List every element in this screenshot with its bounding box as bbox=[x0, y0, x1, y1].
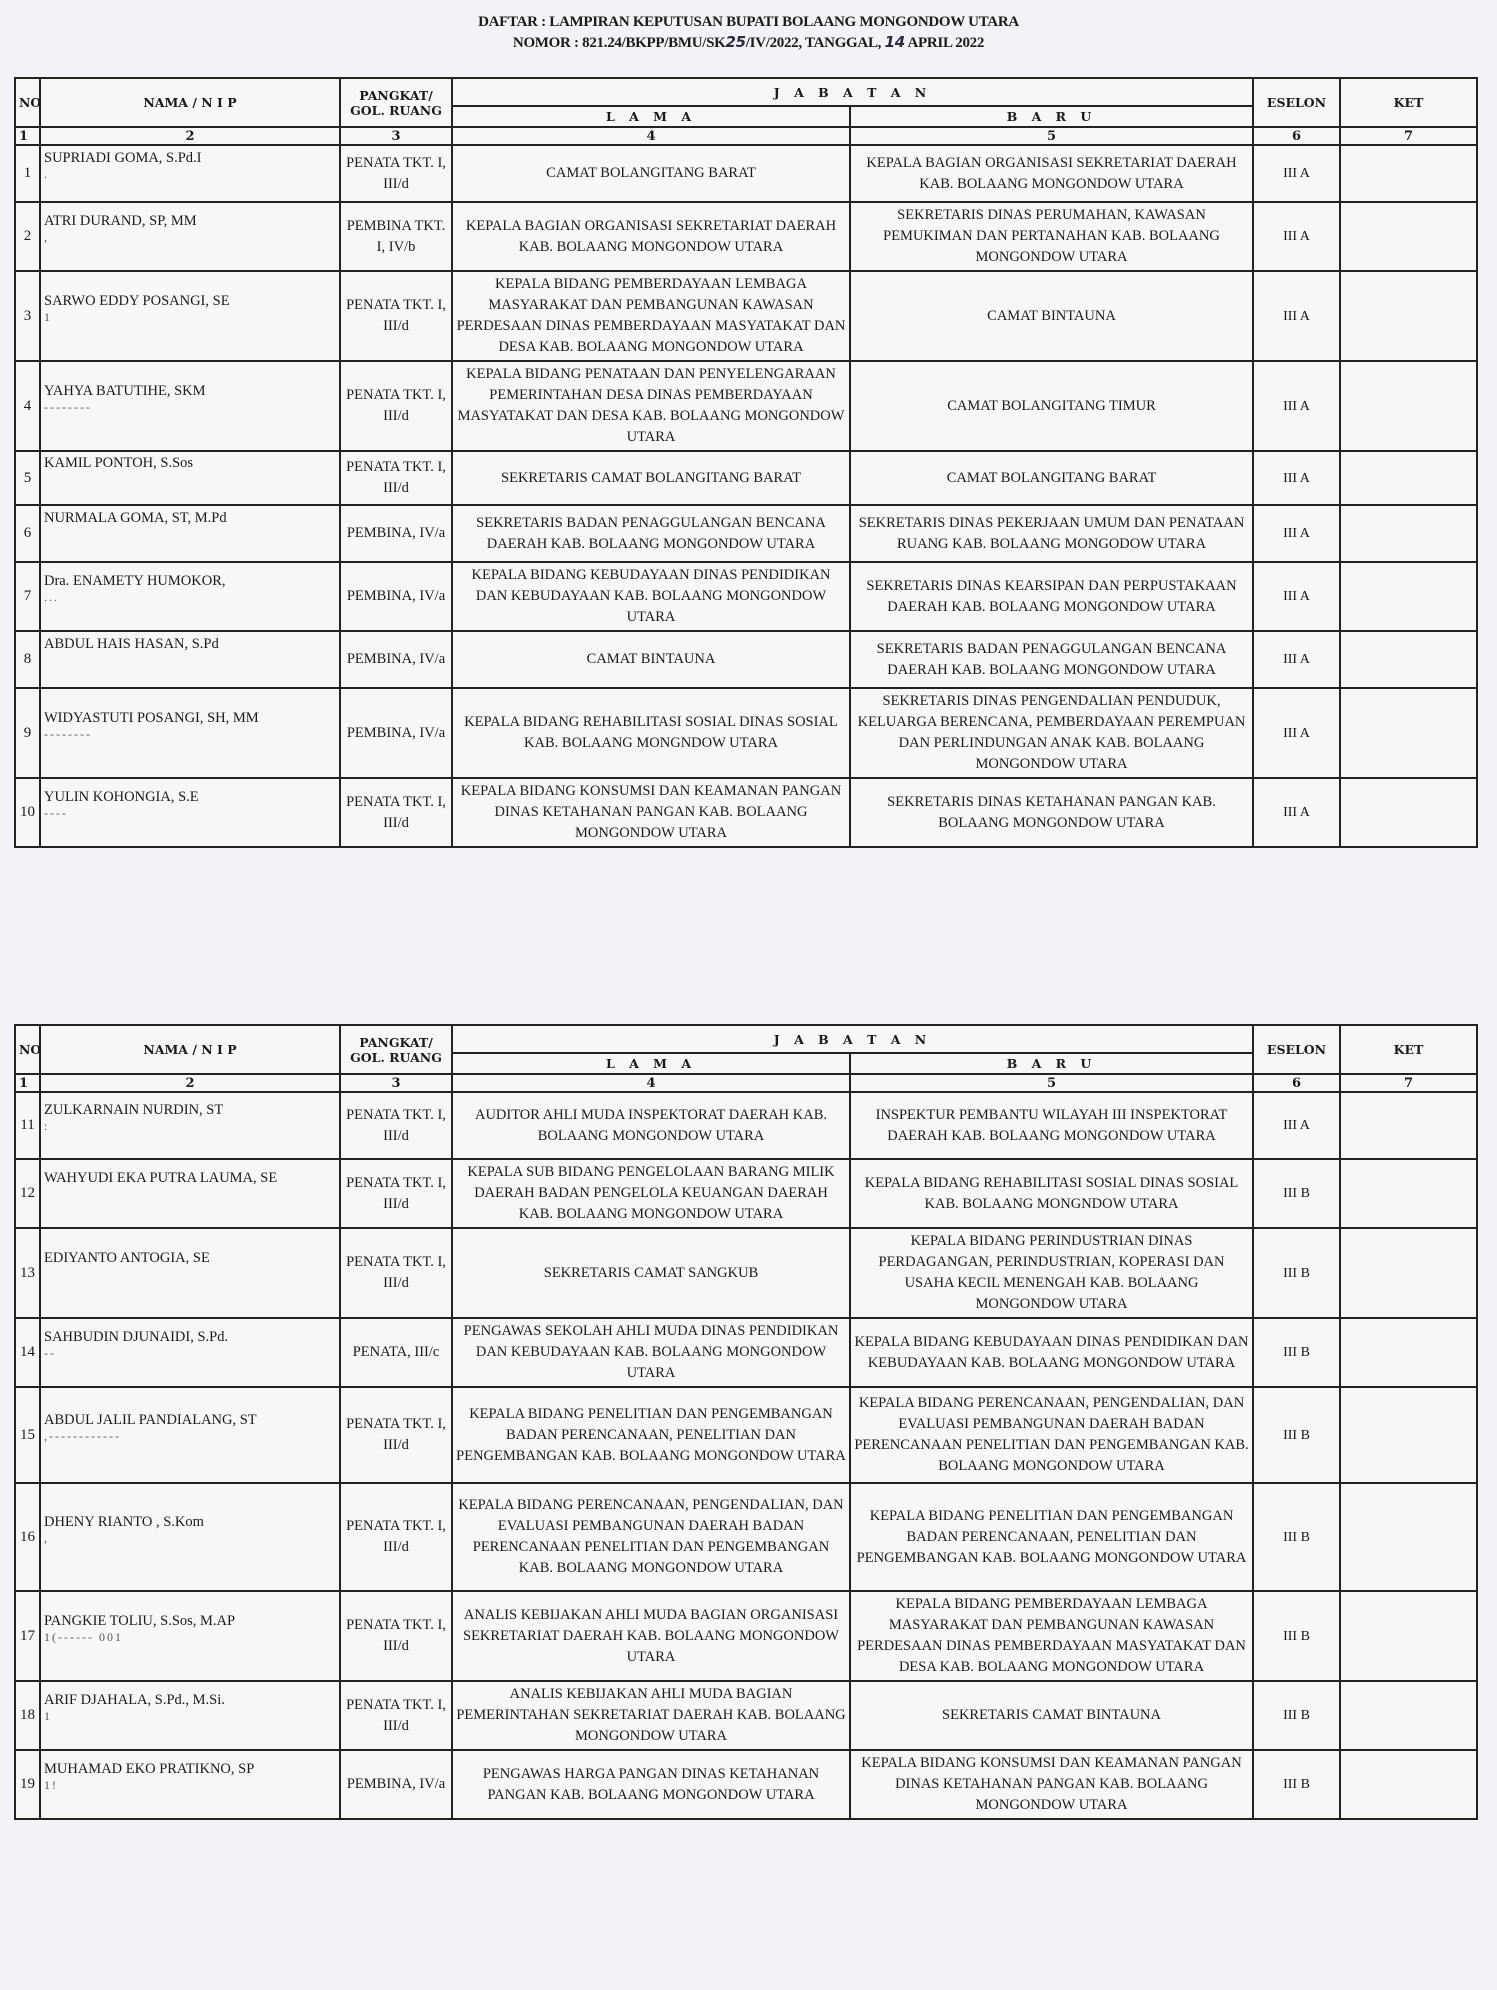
column-number: 5 bbox=[850, 127, 1253, 145]
employee-name: WIDYASTUTI POSANGI, SH, MM bbox=[44, 709, 259, 726]
employee-nip-redacted: , bbox=[44, 230, 49, 244]
name-nip-cell bbox=[40, 1387, 340, 1483]
rank-grade: PENATA TKT. I, III/d bbox=[340, 1681, 452, 1750]
header-ket: KET bbox=[1340, 78, 1477, 127]
echelon: III A bbox=[1253, 1092, 1340, 1159]
previous-position: KEPALA BIDANG KONSUMSI DAN KEAMANAN PANGAN DINAS KETAHANAN PANGAN KAB. BOLAANG MONGONDOW UTARA bbox=[452, 778, 850, 847]
decree-number-prefix: NOMOR : 821.24/BKPP/BMU/SK bbox=[512, 35, 726, 51]
previous-position: KEPALA BIDANG PENATAAN DAN PENYELENGARAAN PEMERINTAHAN DESA DINAS PEMBERDAYAAN MASYATAKAT DAN DESA KAB. BOLAANG MONGONDOW UTARA bbox=[452, 361, 850, 451]
remarks bbox=[1340, 145, 1477, 202]
employee-name: Dra. ENAMETY HUMOKOR, bbox=[44, 573, 226, 589]
employee-nip-redacted: ---- bbox=[44, 806, 68, 820]
row-number: 10 bbox=[15, 778, 40, 847]
rank-grade: PEMBINA, IV/a bbox=[340, 631, 452, 688]
table-row bbox=[15, 1483, 1477, 1591]
name-nip-cell bbox=[40, 1591, 340, 1681]
previous-position: SEKRETARIS BADAN PENAGGULANGAN BENCANA DAERAH KAB. BOLAANG MONGONDOW UTARA bbox=[452, 505, 850, 562]
row-number: 4 bbox=[15, 361, 40, 451]
table-2-body bbox=[15, 1092, 1477, 1819]
new-position: INSPEKTUR PEMBANTU WILAYAH III INSPEKTORAT DAERAH KAB. BOLAANG MONGONDOW UTARA bbox=[850, 1092, 1253, 1159]
rank-grade: PEMBINA TKT. I, IV/b bbox=[340, 202, 452, 271]
rank-grade: PENATA TKT. I, III/d bbox=[340, 145, 452, 202]
column-number: 2 bbox=[40, 1074, 340, 1092]
employee-nip-redacted: ,------------ bbox=[44, 1428, 121, 1443]
new-position: KEPALA BIDANG KEBUDAYAAN DINAS PENDIDIKAN DAN KEBUDAYAAN KAB. BOLAANG MONGONDOW UTARA bbox=[850, 1318, 1253, 1387]
name-nip-cell bbox=[40, 145, 340, 202]
echelon: III A bbox=[1253, 202, 1340, 271]
table-row bbox=[15, 1092, 1477, 1159]
rank-grade: PENATA TKT. I, III/d bbox=[340, 1483, 452, 1591]
row-number: 7 bbox=[15, 562, 40, 631]
employee-name: ABDUL HAIS HASAN, S.Pd bbox=[44, 636, 219, 652]
echelon: III A bbox=[1253, 688, 1340, 778]
remarks bbox=[1340, 271, 1477, 361]
remarks bbox=[1340, 1483, 1477, 1591]
row-number: 13 bbox=[15, 1228, 40, 1318]
document-title bbox=[0, 12, 1497, 53]
row-number: 17 bbox=[15, 1591, 40, 1681]
remarks bbox=[1340, 1092, 1477, 1159]
column-number: 4 bbox=[452, 127, 850, 145]
header-pangkat-line2: GOL. RUANG bbox=[350, 102, 442, 118]
remarks bbox=[1340, 688, 1477, 778]
previous-position: KEPALA BIDANG PERENCANAAN, PENGENDALIAN, DAN EVALUASI PEMBANGUNAN DAERAH BADAN PERENCANAAN PENELITIAN DAN PENGEMBANGAN KAB. BOLAANG MONGONDOW UTARA bbox=[452, 1483, 850, 1591]
employee-nip-redacted bbox=[44, 653, 336, 669]
employee-name: ABDUL JALIL PANDIALANG, ST bbox=[44, 1411, 257, 1428]
previous-position: ANALIS KEBIJAKAN AHLI MUDA BAGIAN PEMERINTAHAN SEKRETARIAT DAERAH KAB. BOLAANG MONGONDOW UTARA bbox=[452, 1681, 850, 1750]
echelon: III A bbox=[1253, 451, 1340, 505]
echelon: III A bbox=[1253, 271, 1340, 361]
header-pangkat bbox=[340, 1025, 452, 1074]
employee-nip-redacted: 1! bbox=[44, 1778, 58, 1792]
row-number: 3 bbox=[15, 271, 40, 361]
echelon: III A bbox=[1253, 361, 1340, 451]
remarks bbox=[1340, 1387, 1477, 1483]
remarks bbox=[1340, 1591, 1477, 1681]
previous-position: CAMAT BOLANGITANG BARAT bbox=[452, 145, 850, 202]
new-position: SEKRETARIS CAMAT BINTAUNA bbox=[850, 1681, 1253, 1750]
handwritten-day: 14 bbox=[884, 33, 905, 51]
previous-position: CAMAT BINTAUNA bbox=[452, 631, 850, 688]
new-position: CAMAT BINTAUNA bbox=[850, 271, 1253, 361]
row-number: 19 bbox=[15, 1750, 40, 1819]
employee-nip-redacted: . bbox=[44, 167, 49, 181]
previous-position: PENGAWAS SEKOLAH AHLI MUDA DINAS PENDIDIKAN DAN KEBUDAYAAN KAB. BOLAANG MONGONDOW UTARA bbox=[452, 1318, 850, 1387]
column-number: 7 bbox=[1340, 127, 1477, 145]
remarks bbox=[1340, 1681, 1477, 1750]
new-position: KEPALA BIDANG PERINDUSTRIAN DINAS PERDAGANGAN, PERINDUSTRIAN, KOPERASI DAN USAHA KECIL MENENGAH KAB. BOLAANG MONGONDOW UTARA bbox=[850, 1228, 1253, 1318]
employee-nip-redacted bbox=[44, 472, 336, 488]
table-row bbox=[15, 451, 1477, 505]
employee-name: ARIF DJAHALA, S.Pd., M.Si. bbox=[44, 1692, 225, 1708]
name-nip-cell bbox=[40, 1092, 340, 1159]
rank-grade: PEMBINA, IV/a bbox=[340, 562, 452, 631]
rank-grade: PENATA TKT. I, III/d bbox=[340, 1228, 452, 1318]
employee-nip-redacted: 1 bbox=[44, 309, 52, 324]
echelon: III B bbox=[1253, 1750, 1340, 1819]
name-nip-cell bbox=[40, 202, 340, 271]
remarks bbox=[1340, 1318, 1477, 1387]
rank-grade: PENATA, III/c bbox=[340, 1318, 452, 1387]
name-nip-cell bbox=[40, 1483, 340, 1591]
header-ket: KET bbox=[1340, 1025, 1477, 1074]
name-nip-cell bbox=[40, 778, 340, 847]
employee-nip-redacted bbox=[44, 1267, 336, 1283]
previous-position: SEKRETARIS CAMAT SANGKUB bbox=[452, 1228, 850, 1318]
rank-grade: PEMBINA, IV/a bbox=[340, 1750, 452, 1819]
echelon: III B bbox=[1253, 1483, 1340, 1591]
name-nip-cell bbox=[40, 1750, 340, 1819]
rank-grade: PENATA TKT. I, III/d bbox=[340, 271, 452, 361]
echelon: III B bbox=[1253, 1228, 1340, 1318]
employee-nip-redacted: 1 bbox=[44, 1709, 52, 1723]
employee-nip-redacted bbox=[44, 527, 336, 543]
name-nip-cell bbox=[40, 1228, 340, 1318]
employee-name: WAHYUDI EKA PUTRA LAUMA, SE bbox=[44, 1170, 278, 1186]
row-number: 8 bbox=[15, 631, 40, 688]
appointment-table-1 bbox=[14, 77, 1478, 848]
header-jabatan: J A B A T A N bbox=[452, 78, 1253, 106]
row-number: 18 bbox=[15, 1681, 40, 1750]
table-row bbox=[15, 1318, 1477, 1387]
previous-position: ANALIS KEBIJAKAN AHLI MUDA BAGIAN ORGANISASI SEKRETARIAT DAERAH KAB. BOLAANG MONGONDOW UTARA bbox=[452, 1591, 850, 1681]
column-number: 7 bbox=[1340, 1074, 1477, 1092]
previous-position: PENGAWAS HARGA PANGAN DINAS KETAHANAN PANGAN KAB. BOLAANG MONGONDOW UTARA bbox=[452, 1750, 850, 1819]
appointment-table-2 bbox=[14, 1024, 1478, 1820]
remarks bbox=[1340, 631, 1477, 688]
employee-nip-redacted: -- bbox=[44, 1346, 56, 1360]
employee-name: ZULKARNAIN NURDIN, ST bbox=[44, 1102, 224, 1118]
employee-name: MUHAMAD EKO PRATIKNO, SP bbox=[44, 1761, 255, 1777]
name-nip-cell bbox=[40, 562, 340, 631]
table-row bbox=[15, 1228, 1477, 1318]
header-nama-nip: NAMA / N I P bbox=[40, 1025, 340, 1074]
table-row bbox=[15, 145, 1477, 202]
remarks bbox=[1340, 202, 1477, 271]
employee-name: PANGKIE TOLIU, S.Sos, M.AP bbox=[44, 1612, 236, 1629]
table-row bbox=[15, 1681, 1477, 1750]
previous-position: SEKRETARIS CAMAT BOLANGITANG BARAT bbox=[452, 451, 850, 505]
column-number: 4 bbox=[452, 1074, 850, 1092]
header-baru: B A R U bbox=[850, 106, 1253, 127]
table-row bbox=[15, 271, 1477, 361]
echelon: III A bbox=[1253, 631, 1340, 688]
name-nip-cell bbox=[40, 1318, 340, 1387]
table-row bbox=[15, 505, 1477, 562]
new-position: CAMAT BOLANGITANG TIMUR bbox=[850, 361, 1253, 451]
rank-grade: PENATA TKT. I, III/d bbox=[340, 778, 452, 847]
previous-position: KEPALA BAGIAN ORGANISASI SEKRETARIAT DAERAH KAB. BOLAANG MONGONDOW UTARA bbox=[452, 202, 850, 271]
header-pangkat-line2: GOL. RUANG bbox=[350, 1049, 442, 1065]
row-number: 11 bbox=[15, 1092, 40, 1159]
new-position: SEKRETARIS DINAS KETAHANAN PANGAN KAB. BOLAANG MONGONDOW UTARA bbox=[850, 778, 1253, 847]
employee-nip-redacted: , bbox=[44, 1530, 49, 1545]
column-number: 6 bbox=[1253, 127, 1340, 145]
new-position: SEKRETARIS DINAS PENGENDALIAN PENDUDUK, KELUARGA BERENCANA, PEMBERDAYAAN PEREMPUAN DAN PERLINDUNGAN ANAK KAB. BOLAANG MONGONDOW UTARA bbox=[850, 688, 1253, 778]
remarks bbox=[1340, 1750, 1477, 1819]
title-line-2 bbox=[0, 32, 1497, 53]
table-row bbox=[15, 778, 1477, 847]
new-position: KEPALA BIDANG REHABILITASI SOSIAL DINAS SOSIAL KAB. BOLAANG MONGNDOW UTARA bbox=[850, 1159, 1253, 1228]
employee-name: YULIN KOHONGIA, S.E bbox=[44, 789, 199, 805]
name-nip-cell bbox=[40, 631, 340, 688]
echelon: III A bbox=[1253, 505, 1340, 562]
row-number: 6 bbox=[15, 505, 40, 562]
remarks bbox=[1340, 778, 1477, 847]
employee-nip-redacted: ... bbox=[44, 590, 59, 604]
header-no: NO bbox=[15, 1025, 40, 1074]
table-row bbox=[15, 688, 1477, 778]
new-position: KEPALA BAGIAN ORGANISASI SEKRETARIAT DAERAH KAB. BOLAANG MONGONDOW UTARA bbox=[850, 145, 1253, 202]
header-lama: L A M A bbox=[452, 106, 850, 127]
table-row bbox=[15, 631, 1477, 688]
name-nip-cell bbox=[40, 1159, 340, 1228]
new-position: SEKRETARIS DINAS KEARSIPAN DAN PERPUSTAKAAN DAERAH KAB. BOLAANG MONGONDOW UTARA bbox=[850, 562, 1253, 631]
column-number: 6 bbox=[1253, 1074, 1340, 1092]
rank-grade: PENATA TKT. I, III/d bbox=[340, 361, 452, 451]
table-1-body bbox=[15, 145, 1477, 847]
new-position: SEKRETARIS DINAS PEKERJAAN UMUM DAN PENATAAN RUANG KAB. BOLAANG MONGODOW UTARA bbox=[850, 505, 1253, 562]
remarks bbox=[1340, 1228, 1477, 1318]
employee-nip-redacted bbox=[44, 1187, 336, 1203]
decree-number-middle: /IV/2022, TANGGAL, bbox=[745, 35, 882, 51]
echelon: III B bbox=[1253, 1387, 1340, 1483]
row-number: 9 bbox=[15, 688, 40, 778]
echelon: III B bbox=[1253, 1591, 1340, 1681]
row-number: 16 bbox=[15, 1483, 40, 1591]
name-nip-cell bbox=[40, 451, 340, 505]
remarks bbox=[1340, 361, 1477, 451]
table-row bbox=[15, 202, 1477, 271]
table-row bbox=[15, 562, 1477, 631]
remarks bbox=[1340, 562, 1477, 631]
employee-name: ATRI DURAND, SP, MM bbox=[44, 213, 197, 229]
column-number: 1 bbox=[15, 1074, 40, 1092]
remarks bbox=[1340, 1159, 1477, 1228]
employee-nip-redacted: -------- bbox=[44, 726, 92, 741]
employee-name: SARWO EDDY POSANGI, SE bbox=[44, 292, 230, 309]
table-row bbox=[15, 1387, 1477, 1483]
header-no: NO bbox=[15, 78, 40, 127]
header-nama-nip: NAMA / N I P bbox=[40, 78, 340, 127]
previous-position: KEPALA BIDANG PEMBERDAYAAN LEMBAGA MASYARAKAT DAN PEMBANGUNAN KAWASAN PERDESAAN DINAS PEMBERDAYAAN MASYATAKAT DAN DESA KAB. BOLAANG MONGONDOW UTARA bbox=[452, 271, 850, 361]
rank-grade: PEMBINA, IV/a bbox=[340, 505, 452, 562]
row-number: 12 bbox=[15, 1159, 40, 1228]
rank-grade: PENATA TKT. I, III/d bbox=[340, 1092, 452, 1159]
name-nip-cell bbox=[40, 505, 340, 562]
header-pangkat-line1: PANGKAT/ bbox=[359, 1034, 433, 1050]
name-nip-cell bbox=[40, 361, 340, 451]
row-number: 14 bbox=[15, 1318, 40, 1387]
employee-nip-redacted: 1(------ 001 bbox=[44, 1629, 123, 1644]
rank-grade: PENATA TKT. I, III/d bbox=[340, 451, 452, 505]
table-row bbox=[15, 361, 1477, 451]
remarks bbox=[1340, 451, 1477, 505]
table-row bbox=[15, 1591, 1477, 1681]
column-number: 1 bbox=[15, 127, 40, 145]
column-number: 2 bbox=[40, 127, 340, 145]
name-nip-cell bbox=[40, 688, 340, 778]
title-line-1: DAFTAR : LAMPIRAN KEPUTUSAN BUPATI BOLAANG MONGONDOW UTARA bbox=[478, 14, 1019, 30]
new-position: SEKRETARIS DINAS PERUMAHAN, KAWASAN PEMUKIMAN DAN PERTANAHAN KAB. BOLAANG MONGONDOW UTARA bbox=[850, 202, 1253, 271]
employee-name: NURMALA GOMA, ST, M.Pd bbox=[44, 510, 227, 526]
new-position: KEPALA BIDANG PEMBERDAYAAN LEMBAGA MASYARAKAT DAN PEMBANGUNAN KAWASAN PERDESAAN DINAS PEMBERDAYAAN MASYATAKAT DAN DESA KAB. BOLAANG MONGONDOW UTARA bbox=[850, 1591, 1253, 1681]
header-eselon: ESELON bbox=[1253, 78, 1340, 127]
rank-grade: PENATA TKT. I, III/d bbox=[340, 1159, 452, 1228]
header-lama: L A M A bbox=[452, 1053, 850, 1074]
column-number: 5 bbox=[850, 1074, 1253, 1092]
header-baru: B A R U bbox=[850, 1053, 1253, 1074]
name-nip-cell bbox=[40, 1681, 340, 1750]
new-position: CAMAT BOLANGITANG BARAT bbox=[850, 451, 1253, 505]
echelon: III A bbox=[1253, 778, 1340, 847]
employee-nip-redacted: -------- bbox=[44, 399, 92, 414]
echelon: III B bbox=[1253, 1159, 1340, 1228]
header-eselon: ESELON bbox=[1253, 1025, 1340, 1074]
employee-name: SUPRIADI GOMA, S.Pd.I bbox=[44, 150, 202, 166]
previous-position: AUDITOR AHLI MUDA INSPEKTORAT DAERAH KAB. BOLAANG MONGONDOW UTARA bbox=[452, 1092, 850, 1159]
column-number: 3 bbox=[340, 127, 452, 145]
name-nip-cell bbox=[40, 271, 340, 361]
previous-position: KEPALA BIDANG REHABILITASI SOSIAL DINAS SOSIAL KAB. BOLAANG MONGNDOW UTARA bbox=[452, 688, 850, 778]
employee-name: KAMIL PONTOH, S.Sos bbox=[44, 454, 194, 471]
table-row bbox=[15, 1159, 1477, 1228]
echelon: III A bbox=[1253, 145, 1340, 202]
table-row bbox=[15, 1750, 1477, 1819]
previous-position: KEPALA BIDANG KEBUDAYAAN DINAS PENDIDIKAN DAN KEBUDAYAAN KAB. BOLAANG MONGONDOW UTARA bbox=[452, 562, 850, 631]
row-number: 2 bbox=[15, 202, 40, 271]
previous-position: KEPALA BIDANG PENELITIAN DAN PENGEMBANGAN BADAN PERENCANAAN, PENELITIAN DAN PENGEMBANGAN KAB. BOLAANG MONGONDOW UTARA bbox=[452, 1387, 850, 1483]
decree-date-suffix: APRIL 2022 bbox=[907, 35, 985, 51]
header-jabatan: J A B A T A N bbox=[452, 1025, 1253, 1053]
previous-position: KEPALA SUB BIDANG PENGELOLAAN BARANG MILIK DAERAH BADAN PENGELOLA KEUANGAN DAERAH KAB. BOLAANG MONGONDOW UTARA bbox=[452, 1159, 850, 1228]
row-number: 1 bbox=[15, 145, 40, 202]
row-number: 5 bbox=[15, 451, 40, 505]
new-position: KEPALA BIDANG PENELITIAN DAN PENGEMBANGAN BADAN PERENCANAAN, PENELITIAN DAN PENGEMBANGAN KAB. BOLAANG MONGONDOW UTARA bbox=[850, 1483, 1253, 1591]
employee-name: YAHYA BATUTIHE, SKM bbox=[44, 382, 206, 399]
header-pangkat bbox=[340, 78, 452, 127]
echelon: III B bbox=[1253, 1318, 1340, 1387]
new-position: SEKRETARIS BADAN PENAGGULANGAN BENCANA DAERAH KAB. BOLAANG MONGONDOW UTARA bbox=[850, 631, 1253, 688]
column-number: 3 bbox=[340, 1074, 452, 1092]
header-pangkat-line1: PANGKAT/ bbox=[359, 87, 433, 103]
rank-grade: PEMBINA, IV/a bbox=[340, 688, 452, 778]
employee-name: DHENY RIANTO , S.Kom bbox=[44, 1513, 204, 1530]
rank-grade: PENATA TKT. I, III/d bbox=[340, 1387, 452, 1483]
employee-name: SAHBUDIN DJUNAIDI, S.Pd. bbox=[44, 1329, 229, 1345]
new-position: KEPALA BIDANG KONSUMSI DAN KEAMANAN PANGAN DINAS KETAHANAN PANGAN KAB. BOLAANG MONGONDOW UTARA bbox=[850, 1750, 1253, 1819]
echelon: III A bbox=[1253, 562, 1340, 631]
employee-nip-redacted: : bbox=[44, 1119, 50, 1133]
row-number: 15 bbox=[15, 1387, 40, 1483]
employee-name: EDIYANTO ANTOGIA, SE bbox=[44, 1249, 210, 1266]
new-position: KEPALA BIDANG PERENCANAAN, PENGENDALIAN, DAN EVALUASI PEMBANGUNAN DAERAH BADAN PERENCANAAN PENELITIAN DAN PENGEMBANGAN KAB. BOLAANG MONGONDOW UTARA bbox=[850, 1387, 1253, 1483]
remarks bbox=[1340, 505, 1477, 562]
rank-grade: PENATA TKT. I, III/d bbox=[340, 1591, 452, 1681]
echelon: III B bbox=[1253, 1681, 1340, 1750]
handwritten-decree-number: 25 bbox=[725, 33, 746, 51]
